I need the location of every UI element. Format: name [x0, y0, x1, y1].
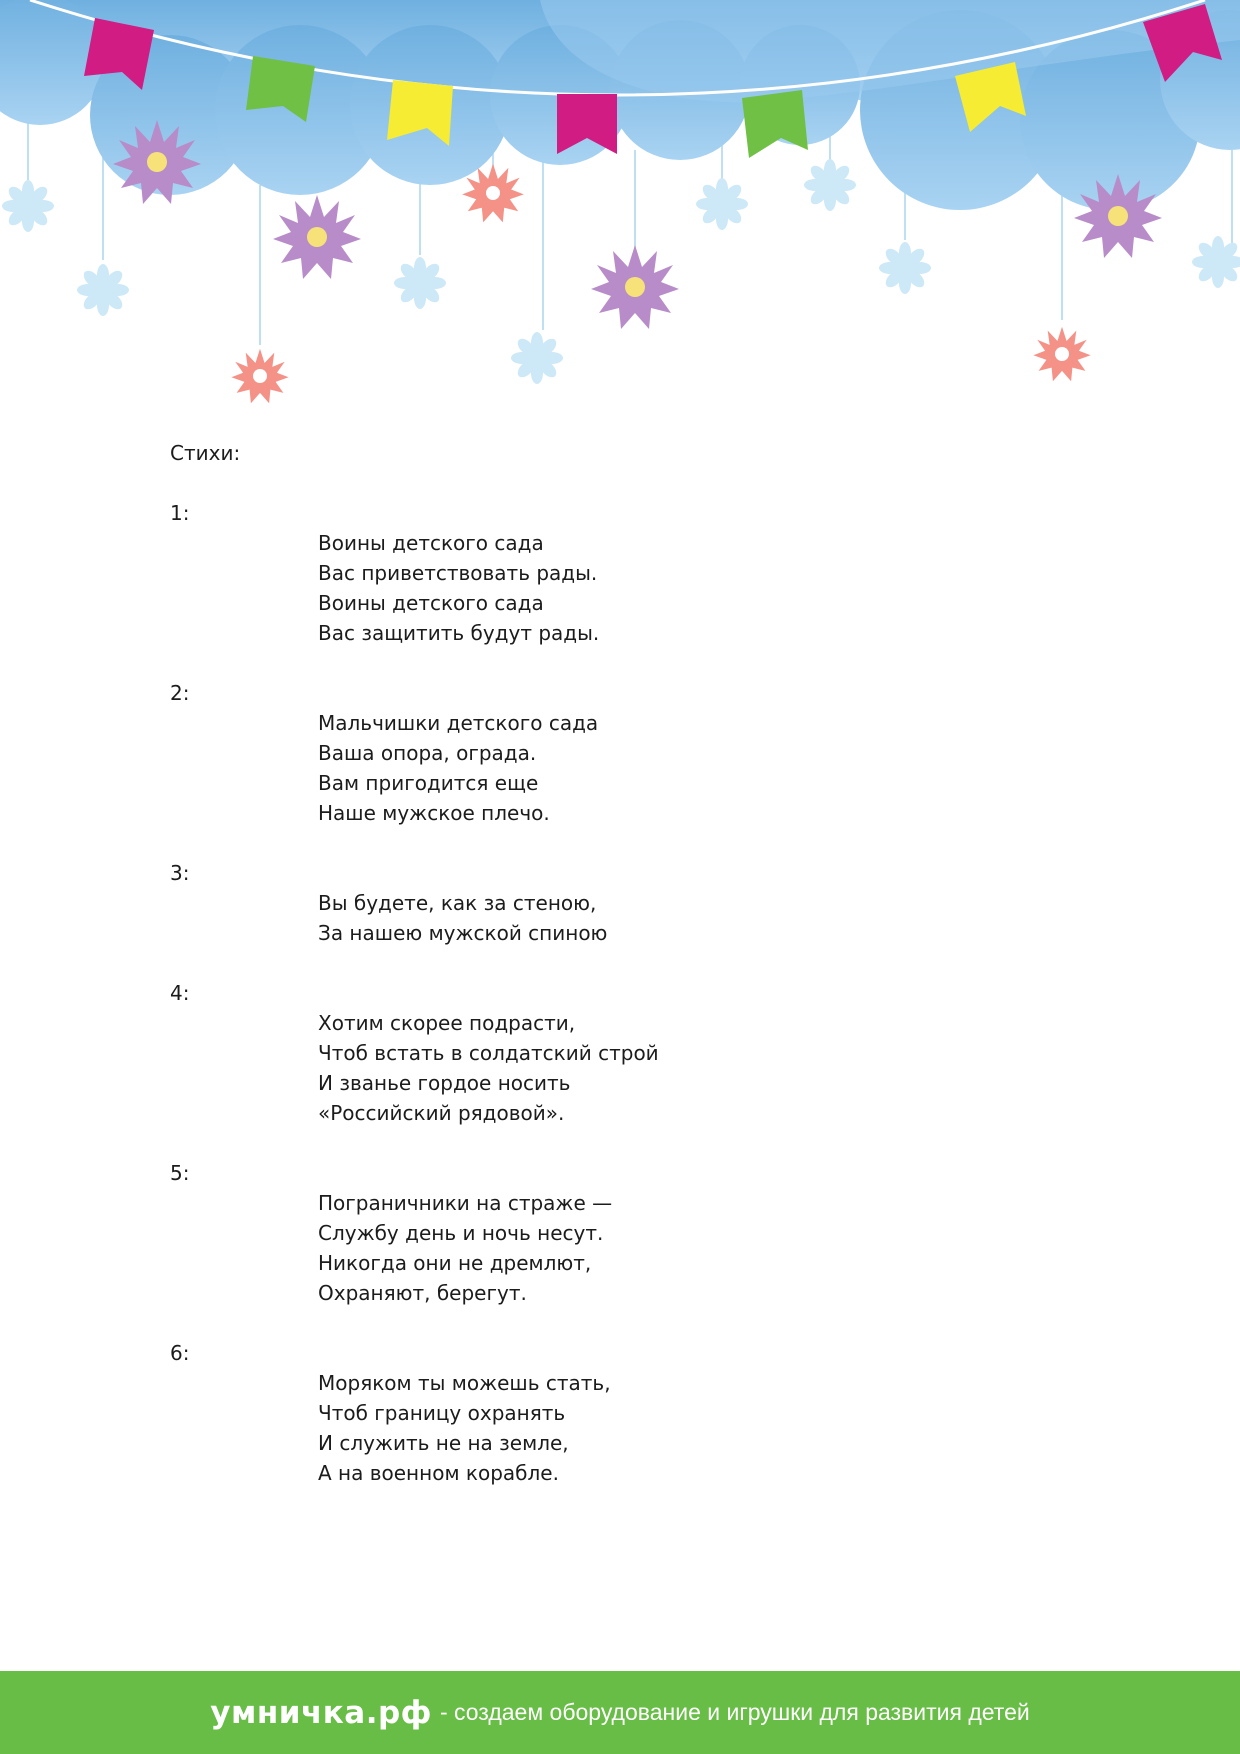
- stanza-lines: [318, 1008, 1070, 1128]
- poem-line: Пограничники на страже —: [318, 1191, 613, 1215]
- poem-line: «Российский рядовой».: [318, 1101, 565, 1125]
- poem-line: И служить не на земле,: [318, 1431, 569, 1455]
- poem-line: Хотим скорее подрасти,: [318, 1011, 576, 1035]
- poem-line: Вы будете, как за стеною,: [318, 891, 597, 915]
- poem-line: Мальчишки детского сада: [318, 711, 599, 735]
- poem-line: Охраняют, берегут.: [318, 1281, 527, 1305]
- stanza-lines: [318, 708, 1070, 828]
- poem-line: Вас приветствовать рады.: [318, 561, 598, 585]
- stanza-number: 2:: [170, 681, 190, 705]
- stanza-number: 1:: [170, 501, 190, 525]
- poem-line: Воины детского сада: [318, 531, 544, 555]
- poem-line: Чтоб границу охранять: [318, 1401, 566, 1425]
- poem-line: Моряком ты можешь стать,: [318, 1371, 611, 1395]
- footer-banner: [0, 1671, 1240, 1754]
- stanza-lines: [318, 888, 1070, 948]
- poems-section: [170, 438, 1070, 1488]
- poem-line: Наше мужское плечо.: [318, 801, 550, 825]
- stanza: [170, 978, 1070, 1128]
- poem-line: Вас защитить будут рады.: [318, 621, 600, 645]
- footer-tagline: - создаем оборудование и игрушки для развития детей: [439, 1699, 1030, 1725]
- stanza-lines: [318, 1188, 1070, 1308]
- stanza-number: 5:: [170, 1161, 190, 1185]
- poem-line: А на военном корабле.: [318, 1461, 559, 1485]
- poem-line: Чтоб встать в солдатский строй: [318, 1041, 659, 1065]
- footer-brand[interactable]: умничка.рф: [210, 1694, 432, 1731]
- stanza-number: 6:: [170, 1341, 190, 1365]
- poem-line: Ваша опора, ограда.: [318, 741, 537, 765]
- poem-line: И званье гордое носить: [318, 1071, 571, 1095]
- stanza-lines: [318, 1368, 1070, 1488]
- stanza: [170, 1158, 1070, 1308]
- stanza-list: [170, 498, 1070, 1488]
- stanza-number: 4:: [170, 981, 190, 1005]
- poem-line: Воины детского сада: [318, 591, 544, 615]
- page-title: Стихи:: [170, 441, 241, 465]
- poem-line: Вам пригодится еще: [318, 771, 539, 795]
- stanza-number: 3:: [170, 861, 190, 885]
- stanza: [170, 1338, 1070, 1488]
- stanza: [170, 858, 1070, 948]
- stanza: [170, 498, 1070, 648]
- poem-line: Службу день и ночь несут.: [318, 1221, 604, 1245]
- stanza: [170, 678, 1070, 828]
- stanza-lines: [318, 528, 1070, 648]
- poem-line: Никогда они не дремлют,: [318, 1251, 592, 1275]
- poem-line: За нашею мужской спиною: [318, 921, 608, 945]
- header-decoration: [0, 0, 1240, 420]
